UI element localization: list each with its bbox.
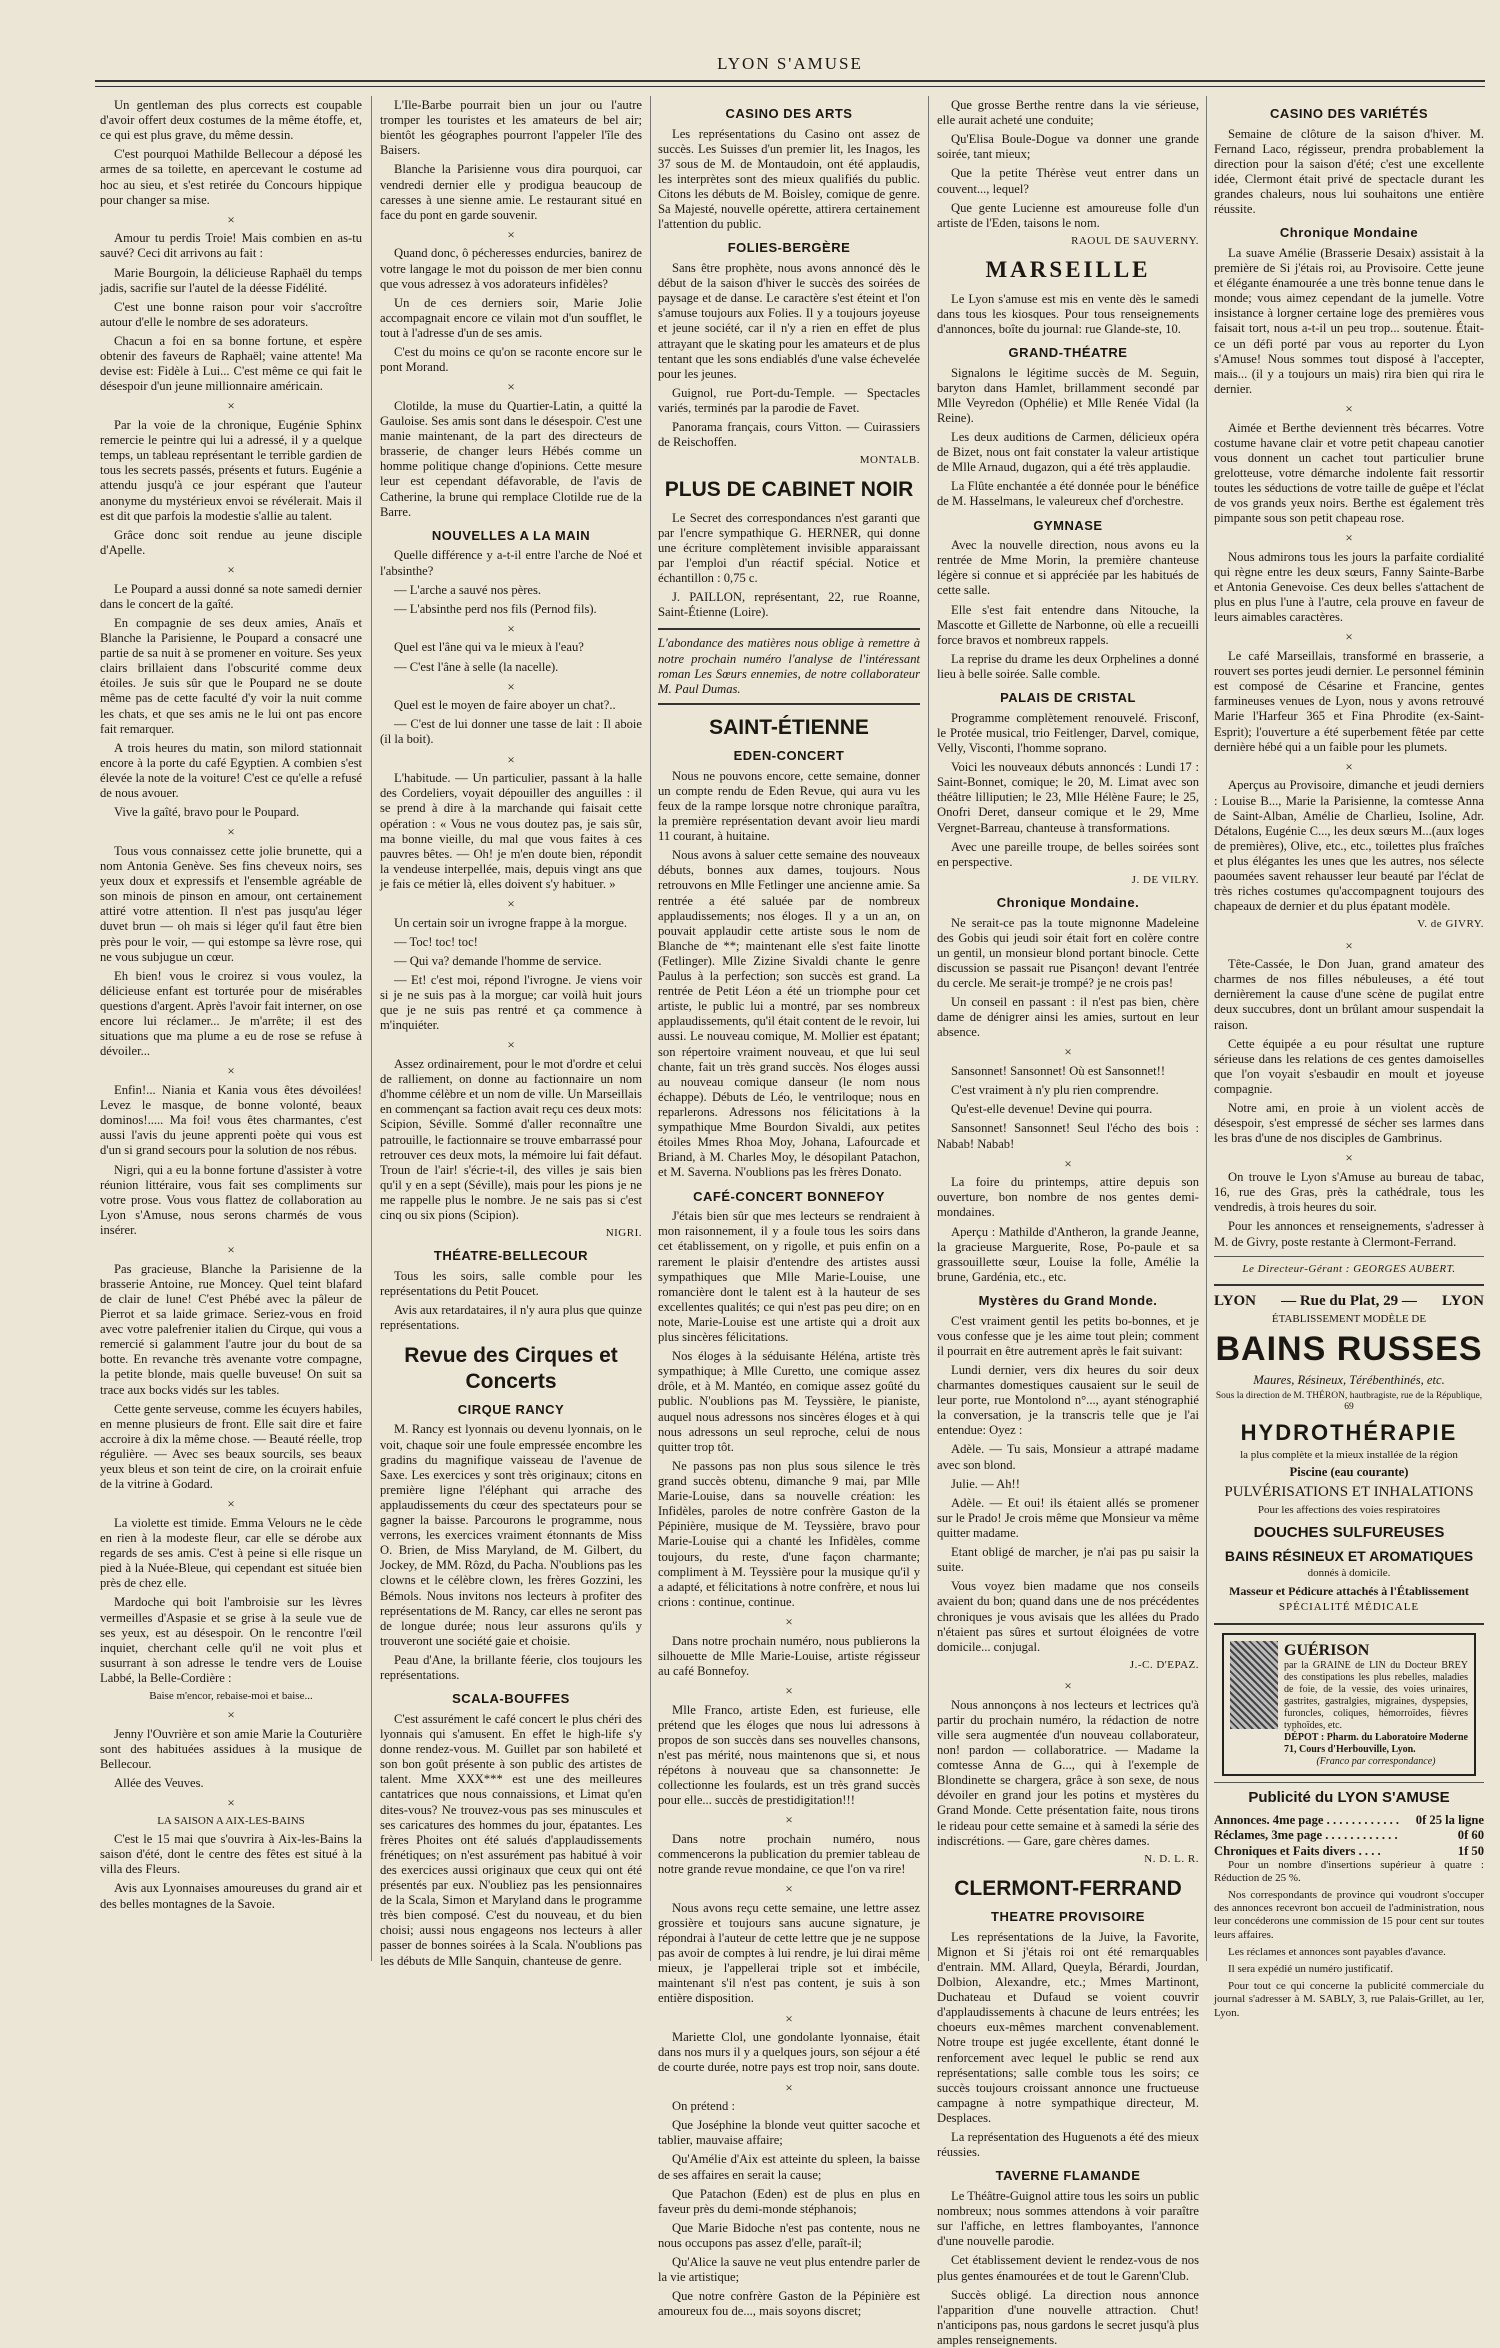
- paragraph: Etant obligé de marcher, je n'ai pas pu saisir la suite.: [937, 1545, 1199, 1575]
- paragraph: Panorama français, cours Vitton. — Cuirassiers de Reischoffen.: [658, 420, 920, 450]
- ad-domicile: donnés à domicile.: [1307, 1567, 1391, 1580]
- paragraph: Qu'Alice la sauve ne veut plus entendre parler de la vie artistique;: [658, 2255, 920, 2285]
- paragraph: Qu'Elisa Boule-Dogue va donner une grande soirée, tant mieux;: [937, 132, 1199, 162]
- paragraph: Grâce donc soit rendue au jeune disciple d'Apelle.: [100, 527, 362, 557]
- paragraph: Signalons le légitime succès de M. Seguin, baryton dans Hamlet, brillamment secondé par Mlle Veyredon (Ophélie) et Mlle Renée Vidal (la Reine).: [937, 365, 1199, 425]
- separator-mark: ×: [227, 824, 235, 840]
- paragraph: Mariette Clol, une gondolante lyonnaise, était dans nos murs il y a quelques jours, son séjour a été de courte durée, notre pays est trop noir, sans doute.: [658, 2030, 920, 2075]
- paragraph: La foire du printemps, attire depuis son ouverture, bon nombre de nos gentes demi-mondaines.: [937, 1175, 1199, 1220]
- separator-mark: ×: [507, 379, 515, 395]
- masthead-rule: [95, 80, 1485, 82]
- paragraph: La reprise du drame les deux Orphelines a donné lieu à belle soirée. Salle comble.: [937, 651, 1199, 682]
- paragraph: On prétend :: [672, 2099, 735, 2114]
- separator-mark: ×: [785, 1812, 793, 1828]
- section-heading: THEATRE PROVISOIRE: [991, 1909, 1145, 1925]
- ad-guerison: [1222, 1633, 1476, 1776]
- paragraph: Enfin!... Niania et Kania vous êtes dévoilées! Levez le masque, de bonne volonté, beaux dominos!..... Ma foi! vous êtes charmantes, c'est aussi l'avis du jeune apprenti poète qui vous est d'un si grand secours pour la solution de nos rébus.: [100, 1082, 362, 1158]
- signature: MONTALB.: [859, 454, 920, 467]
- paragraph: Le Secret des correspondances n'est garanti que par l'encre sympathique G. HERNER, qui donne une écriture complètement invisible apparaissant par l'emploi d'un réactif spécial. Notice et échantillon : 0,75 c.: [658, 510, 920, 586]
- column-divider: [1206, 96, 1207, 1961]
- ad-address: [1214, 1292, 1484, 1310]
- paragraph: Peau d'Ane, la brillante féerie, clos toujours les représentations.: [380, 1653, 642, 1683]
- paragraph: Eh bien! vous le croirez si vous voulez, la délicieuse enfant est torturée pour de misérables questions d'argent. Après l'avoir fait interner, on ose encore lui réclamer... Je m'arrête; il est des situations que ma plume a eu de rose se refuse à dévoiler...: [100, 968, 362, 1059]
- separator-mark: ×: [1345, 629, 1353, 645]
- paragraph: Pas gracieuse, Blanche la Parisienne de la brasserie Antoine, rue Moncey. Quel teint blafard de clair de lune! C'est Phébé avec la pâleur de Pierrot et sa laide grimace. Seriez-vous en froid avec votre palefrenier italien du Cirque, qui vous a remercié si galamment l'autre jour du bout de sa botte. En revanche très avenante votre compagne, la petite blonde, mais quelle buveuse! On suit sa trace aux bocks vidés sur les tables.: [100, 1261, 362, 1397]
- directeur-gerant: Le Directeur-Gérant : GEORGES AUBERT.: [1242, 1262, 1456, 1275]
- paragraph: La représentation des Huguenots a été des mieux réussies.: [937, 2130, 1199, 2160]
- column-3: [658, 98, 920, 2319]
- paragraph: Que Patachon (Eden) est de plus en plus en faveur près du demi-monde stéphanois;: [658, 2186, 920, 2216]
- paragraph: Jenny l'Ouvrière et son amie Marie la Couturière sont des habituées assidues à la musique de Bellecour.: [100, 1726, 362, 1772]
- paragraph: Quelle différence y a-t-il entre l'arche de Noé et l'absinthe?: [380, 548, 642, 578]
- ad-specialite: SPÉCIALITÉ MÉDICALE: [1278, 1600, 1420, 1613]
- paragraph: Julie. — Ah!!: [951, 1476, 1020, 1491]
- paragraph: C'est du moins ce qu'on se raconte encore sur le pont Morand.: [380, 345, 642, 375]
- separator-mark: ×: [227, 1707, 235, 1723]
- separator-mark: ×: [1345, 758, 1353, 774]
- separator-mark: ×: [1345, 400, 1353, 416]
- centered-line: Baise m'encor, rebaise-moi et baise...: [149, 1690, 313, 1703]
- paragraph: J. PAILLON, représentant, 22, rue Roanne, Saint-Étienne (Loire).: [658, 590, 920, 620]
- separator-mark: ×: [507, 1037, 515, 1053]
- separator-mark: ×: [507, 751, 515, 767]
- guerison-text: par la GRAINE de LIN du Docteur BREY des constipations les plus rebelles, maladies de foie, de la vessie, des voies urinaires, gastrites, gastralgies, migraines, dyspepsies, furoncles, coliques, hémorroïdes, fièvres typhoïdes, etc.: [1284, 1660, 1468, 1732]
- paragraph: Avec une pareille troupe, de belles soirées sont en perspective.: [937, 839, 1199, 869]
- paragraph: Mlle Franco, artiste Eden, est furieuse, elle prétend que les éloges que nous lui adressons à propos de son succès dans ses nouvelles chansons, n'est pas mérité, nous maintenons que si, et nous répétons à nouveau que sa chansonnette: Je collectionne les foulards, est un très grand succès pour elle... succès de prestidigitation!!!: [658, 1702, 920, 1808]
- city-title: MARSEILLE: [985, 257, 1151, 283]
- paragraph: Avec la nouvelle direction, nous avons eu la rentrée de Mme Morin, la première chanteuse légère si connue et si appréciée par les habitués de cette salle.: [937, 538, 1199, 598]
- ad-title: BAINS RUSSES: [1215, 1329, 1483, 1368]
- signature: RAOUL DE SAUVERNY.: [1071, 234, 1199, 247]
- paragraph: Nigri, qui a eu la bonne fortune d'assister à votre réunion littéraire, vous fait ses compliments sur votre prose. Vous vous flattez de collaboration au Lyon s'Amuse, nous serons charmés de vous insérer.: [100, 1162, 362, 1237]
- section-title: PLUS DE CABINET NOIR: [664, 478, 914, 502]
- paragraph: Le Lyon s'amuse est mis en vente dès le samedi dans tous les kiosques. Pour tous renseignements d'annonces, boîte du journal: rue Glande-ste, 10.: [937, 291, 1199, 336]
- signature: J. DE VILRY.: [1131, 873, 1199, 886]
- section-title: Revue des Cirques et Concerts: [404, 1344, 618, 1393]
- paragraph: Par la voie de la chronique, Eugénie Sphinx remercie le peintre qui lui a adressé, il y a quelque temps, un tableau représentant le terrible gardien de tous les secrets passés, présents et futurs. Eugénie a attendu jusqu'à ce jour espérant que l'auteur anonyme du mystérieux envoi se révélerait. Mais il est dit que parfois la modestie s'allie au talent.: [100, 418, 362, 523]
- column-5-articles: [1214, 106, 1484, 1250]
- paragraph: Qu'Amélie d'Aix est atteinte du spleen, la baisse de ses affaires en serait la cause;: [658, 2152, 920, 2182]
- signature: NIGRI.: [605, 1227, 642, 1240]
- paragraph: Sansonnet! Sansonnet! Seul l'écho des bois : Nabab! Nabab!: [937, 1121, 1199, 1151]
- paragraph: Le Poupard a aussi donné sa note samedi dernier dans le concert de la gaîté.: [100, 581, 362, 611]
- section-title: SAINT-ÉTIENNE: [709, 715, 869, 739]
- separator-mark: ×: [227, 562, 235, 578]
- paragraph: Chacun a foi en sa bonne fortune, et espère obtenir des faveurs de Raphaël; vaine attente! Ma devise est: Fidèle à Lui... C'est même ce qui fait le désespoir d'un jeune millionnaire américain.: [100, 334, 362, 394]
- paragraph: Nous avons à saluer cette semaine des nouveaux débuts, bonnes aux dames, toujours. Nous retrouvons en Mlle Fetlinger une ancienne amie. Sa rentrée a été saluée par de nombreux applaudissements; nos éloges. Il y a un an, on pouvait applaudir cette artiste sous le nom de Blanche de **; maintenant elle s'est faite linotte (Fetlinger). Mlle Zizine Sivaldi chante le genre Paulus à la perfection; son succès est grand. La rentrée de Petit Léon a été un triomphe pour cet artiste, le public lui a montré, par ses nombreux applaudissements, qu'il était content de le revoir, lui aussi. Le nouveau comique, M. Mollier est épatant; son répertoire vraiment nouveau, et que lui seul chante, fait un très grand succès. Nos éloges aussi au nouveau comique danseur (le nom nous échappe). Débuts de Léo, le ventriloque; nous en reparlerons. Adressons nos félicitations à la sympathique Mme Bourdon Sivaldi, aux petites étoiles Mmes Rhoa Moy, Johana, Lafourcade et Briand, à M. Charles Moy, le désopilant Patachon, et M. Saverna. N'oublions pas les frères Donato.: [658, 848, 920, 1180]
- section-heading: GYMNASE: [1033, 517, 1103, 533]
- rate-price: 1f 50: [1457, 1843, 1484, 1858]
- separator-mark: ×: [785, 1682, 793, 1698]
- paragraph: Vous voyez bien madame que nos conseils avaient du bon; quand dans une de nos précédentes chroniques je vous avisais que les allées du Prado n'étaient pas sûres et surtout éloignées de votre domicile... conjugal.: [937, 1579, 1199, 1654]
- separator-mark: ×: [1345, 530, 1353, 546]
- ad-city: LYON: [1214, 1292, 1256, 1309]
- ad-piscine: Piscine (eau courante): [1289, 1465, 1409, 1480]
- paragraph: C'est vraiment gentil les petits bo-bonnes, et je vous confesse que je les aime tout plein; comment il pourrait en être autrement après le fait suivant:: [937, 1313, 1199, 1358]
- paragraph: On trouve le Lyon s'Amuse au bureau de tabac, 16, rue des Gras, près la cathédrale, tous les vendredis, à trois heures du soir.: [1214, 1170, 1484, 1215]
- paragraph: Guignol, rue Port-du-Temple. — Spectacles variés, terminés par la parodie de Favet.: [658, 385, 920, 415]
- separator-mark: ×: [785, 2079, 793, 2095]
- section-heading: Mystères du Grand Monde.: [978, 1292, 1158, 1308]
- paragraph: M. Rancy est lyonnais ou devenu lyonnais, on le voit, chaque soir une foule empressée encombre les gradins du magnifique vaisseau de l'avenue de Saxe. Les exercices y sont très originaux; citons en première ligne l'éléphant qui arrache des applaudissements du cœur des spectateurs pour se gagner la baisse. Parcourons le programme, nous verrons, les exercices vraiment étonnants de Miss O. Brien, de Miss Maryland, de M. Gilbert, du Jockey, de MM. Rôzd, du Pacha. N'oublions pas les clowns et le célèbre clown, les frères Gozzini, les Bémols. Nous invitons nos lecteurs à profiter des représentations de M. Rancy, car elles ne seront pas de longue durée; nous leur assurons qu'ils y trouveront une société gaie et choisie.: [380, 1422, 642, 1648]
- paragraph: Un de ces derniers soir, Marie Jolie accompagnait encore ce vilain mot d'un soufflet, le tout à l'adresse d'un de ses amis.: [380, 295, 642, 341]
- publicite-rate-row: [1214, 1828, 1484, 1843]
- separator-mark: ×: [507, 226, 515, 242]
- paragraph: — L'absinthe perd nos fils (Pernod fils).: [394, 601, 597, 616]
- section-heading: SCALA-BOUFFES: [452, 1691, 570, 1707]
- paragraph: J'étais bien sûr que mes lecteurs se rendraient à mon raisonnement, il y a foule tous les soirs dans cet établissement, on y rigolle, et puis enfin on a rarement le plaisir d'entendre des artistes aussi sympathiques que Mlle Marie-Louise, une romancière dont le talent est à la hauteur de ses excellentes qualités; ce qui n'est pas peu dire; on en note, Marie-Louise est une artiste qui a droit aux plus sincères félicitations.: [658, 1209, 920, 1345]
- column-2: [380, 98, 642, 1968]
- paragraph: Que grosse Berthe rentre dans la vie sérieuse, elle aurait acheté une conduite;: [937, 98, 1199, 128]
- paragraph: La suave Amélie (Brasserie Desaix) assistait à la première de Si j'étais roi, au Provisoire. Cette jeune et élégante énamourée a une très bonne tenue dans le monde; vous aimez cependant de la jumelle. Votre insistance à lorgner certaine loge des premières vous faisait tort, nous a-t-il un peu trop... soutenue. Était-ce un défi porté par vous au reporter du Lyon s'Amuse! Nous sommes tout disposé à l'accepter, mais... (il y a toujours un mais) rira bien qui rira le dernier.: [1214, 245, 1484, 396]
- paragraph: Clotilde, la muse du Quartier-Latin, a quitté la Gauloise. Ses amis sont dans le désespoir. C'est une manie maintenant, de la part des directeurs de brasserie, de changer leurs Hébés comme un homme politique change d'opinions. Cette mesure leur est cependant défavorable, de l'avis de Catherine, la brune qui remplace Clotilde rue de la Barre.: [380, 398, 642, 519]
- section-title: CLERMONT-FERRAND: [954, 1876, 1182, 1900]
- publicite-note: Il sera expédié un numéro justificatif.: [1228, 1962, 1393, 1975]
- paragraph: Que la petite Thérèse veut entrer dans un couvent..., lequel?: [937, 166, 1199, 196]
- column-5: [1214, 98, 1484, 2019]
- paragraph: Assez ordinairement, pour le mot d'ordre et celui de ralliement, on donne au factionnaire un nom d'homme célèbre et un nom de ville. Un Marseillais en commençant sa faction avait reçu ces deux mots: Scipion, Séville. Sommé d'aller reconnaître une patrouille, le factionnaire se trouve embarrassé pour retrouver ces deux mots, la mémoire lui fait défaut. Troun de l'air! s'écrie-t-il, des villes je sais bien qu'il y en a sept (Séville), mais pour les pions je ne me rappelle plus le nombre. Je ne sais pas si c'est cinq ou six pions (Scipion).: [380, 1057, 642, 1223]
- paragraph: Que notre confrère Gaston de la Pépinière est amoureux fou de..., mais soyons discret;: [658, 2289, 920, 2319]
- publicite-note: Les réclames et annonces sont payables d'avance.: [1228, 1945, 1446, 1958]
- signature: J.-C. D'EPAZ.: [1129, 1658, 1199, 1671]
- paragraph: Tous vous connaissez cette jolie brunette, qui a nom Antonia Genève. Ses fins cheveux noirs, ses yeux doux et expressifs et l'ensemble agréable de son minois de pinson en amour, ont certainement attiré votre attention. Il n'est pas jusqu'au léger duvet brun — oh mais si léger qu'il faut être bien près pour le voir, — qui estompe sa lèvre rose, qui ne vous subjugue un cœur.: [100, 843, 362, 964]
- section-heading: Chronique Mondaine.: [996, 895, 1140, 911]
- paragraph: Nous admirons tous les jours la parfaite cordialité qui règne entre les deux sœurs, Fanny Sainte-Barbe et Antonia Genevoise. Ces deux belles s'attachent de plus en plus l'une à l'autre, cela prouve en faveur de leurs aimables caractères.: [1214, 549, 1484, 625]
- paragraph: Les deux auditions de Carmen, délicieux opéra de Bizet, nous ont fait constater la valeur artistique de Mlle Arnaud, dugazon, qui a été très applaudie.: [937, 430, 1199, 475]
- paragraph: Quand donc, ô pécheresses endurcies, banirez de votre langage le mot du poisson de mer bien connu que vous adressez à vos adorateurs infidèles?: [380, 246, 642, 291]
- separator-mark: ×: [1064, 1678, 1072, 1694]
- separator-mark: ×: [227, 1496, 235, 1512]
- paragraph: Nos éloges à la séduisante Héléna, artiste très sympathique; à Mlle Curetto, une comique assez drôle, et à M. Mantéo, en comique assez goûté du public. N'oublions pas M. Teyssière, le pianiste, auquel nous adressons nos sincères éloges et à qui nous adressons un seul reproche, celui de nous quitter trop tôt.: [658, 1349, 920, 1454]
- ad-hydrotherapie: HYDROTHÉRAPIE: [1240, 1419, 1458, 1445]
- section-heading: TAVERNE FLAMANDE: [995, 2168, 1141, 2184]
- rate-price: 0f 25 la ligne: [1415, 1813, 1484, 1828]
- ad-direction: Sous la direction de M. THÉRON, hautbragiste, rue de la République, 69: [1215, 1390, 1483, 1413]
- paragraph: Tous les soirs, salle comble pour les représentations du Petit Poucet.: [380, 1268, 642, 1299]
- section-heading: NOUVELLES A LA MAIN: [431, 527, 591, 543]
- rate-label: Réclames, 3me page . . . . . . . . . . . .: [1214, 1828, 1398, 1843]
- paragraph: — Et! c'est moi, répond l'ivrogne. Je viens voir si je ne suis pas à la morgue; car voilà huit jours que je ne suis pas rentré et ça commence à m'inquiéter.: [380, 972, 642, 1033]
- column-1: [100, 98, 362, 1958]
- paragraph: Cet établissement devient le rendez-vous de nos plus gentes énamourées et de tout le Garenn'Club.: [937, 2253, 1199, 2283]
- paragraph: Adèle. — Et oui! ils étaient allés se promener sur le Prado! Je crois même que Monsieur va même quitter madame.: [937, 1495, 1199, 1540]
- guerison-title: GUÉRISON: [1284, 1642, 1370, 1660]
- paragraph: Blanche la Parisienne vous dira pourquoi, car vendredi dernier elle y prodigua beaucoup de caresses à une sienne amie. Le restaurant situé en face du pont en garde souvenir.: [380, 162, 642, 222]
- ad-items: Maures, Résineux, Térébenthinés, etc.: [1253, 1372, 1445, 1387]
- paragraph: Que Marie Bidoche n'est pas contente, nous ne nous occupons pas assez d'elle, paraît-il;: [658, 2220, 920, 2250]
- section-heading: GRAND-THÉATRE: [1008, 344, 1128, 360]
- separator-mark: ×: [227, 211, 235, 227]
- paragraph: Ne passons pas non plus sous silence le très grand succès obtenu, dimanche 9 mai, par Mlle Marie-Louise, dans sa nouvelle création: les Infidèles, paroles de notre confrère Gaston de la Pépinière, musique de M. Teyssière, bravo pour Marie-Louise qui a chanté les Infidèles, comme toujours, du reste, d'une façon charmante; compliment à M. Teyssière pour la musique qu'il y a adapté, et félicitations à notre confrère, et nous lui crions : continue, continue.: [658, 1458, 920, 1609]
- section-heading: EDEN-CONCERT: [733, 748, 845, 764]
- paragraph: Sans être prophète, nous avons annoncé dès le début de la saison d'hiver le succès des soirées de paysage et de danse. Le caractère s'est éteint et l'on s'amuse toujours aux Folies. Il y a toujours joyeuse et jeune société, car il n'y a rien en effet de plus attrayant que le skating pour les amateurs et de plus tentant que les sons endiablés d'une valse échevelée pour les jeunes.: [658, 260, 920, 381]
- paragraph: L'Ile-Barbe pourrait bien un jour ou l'autre tromper les touristes et les amateurs de bel air; bientôt les géographes pourront l'appeler l'île des Baisers.: [380, 98, 642, 158]
- ad-city-right: LYON: [1442, 1292, 1484, 1309]
- paragraph: Succès obligé. La direction nous annonce l'apparition d'une nouvelle attraction. Chut! n'anticipons pas, nous gardons le secret jusqu'à plus amples renseignements.: [937, 2287, 1199, 2347]
- paragraph: Tête-Cassée, le Don Juan, grand amateur des charmes de nos filles nébuleuses, a été tout dernièrement la cause d'une scène de pugilat entre deux succubres, dont un brûlant amour suspendait la raison.: [1214, 957, 1484, 1032]
- paragraph: Amour tu perdis Troie! Mais combien en as-tu sauvé? Ceci dit arrivons au fait :: [100, 231, 362, 261]
- paragraph: Cette gente serveuse, comme les écuyers habiles, en menne plusieurs de front. Elle sait dire et faire accroire à dix la même chose. — Beauté réelle, trop régulière. — Avec ses beaux sourcils, ses beaux yeux bleus et son teint de cire, on la croirait enfuie de la vitrine à Godard.: [100, 1401, 362, 1492]
- paragraph: En compagnie de ses deux amies, Anaïs et Blanche la Parisienne, le Poupard a consacré une partie de sa nuit à se promener en voiture. Ses yeux clairs brillaient dans l'obscurité comme deux étoiles. Je suis sûr que le Poupard ne se doute même pas de cette faculté d'y voir la nuit comme les chats, et que ses amis ne le lui ont pas encore fait remarquer.: [100, 615, 362, 736]
- paragraph: Un certain soir un ivrogne frappe à la morgue.: [394, 915, 628, 930]
- centered-line: LA SAISON A AIX-LES-BAINS: [157, 1814, 305, 1827]
- paragraph: La Flûte enchantée a été donnée pour le bénéfice de M. Hasselmans, le valeureux chef d'orchestre.: [937, 479, 1199, 509]
- paragraph: Mardoche qui boit l'ambroisie sur les lèvres vermeilles d'Aspasie et se grise à la seule vue de ses yeux, est au désespoir. On le rencontre l'œil inquiet, cherchant celle qu'il ne voit plus et susurrant à son adresse le tendre vers de Louise Labbé, la Belle-Cordière :: [100, 1595, 362, 1685]
- paragraph: Sansonnet! Sansonnet! Où est Sansonnet!!: [951, 1064, 1166, 1079]
- publicite-note: Pour tout ce qui concerne la publicité commerciale du journal s'adresser à M. SABLY, 3, rue Palais-Grillet, au 1er, Lyon.: [1214, 1980, 1484, 2019]
- paragraph: Avis aux retardataires, il n'y aura plus que quinze représentations.: [380, 1303, 642, 1333]
- ad-street: — Rue du Plat, 29 —: [1281, 1292, 1417, 1309]
- separator-mark: ×: [227, 398, 235, 414]
- separator-mark: ×: [1345, 1150, 1353, 1166]
- paragraph: Que Joséphine la blonde veut quitter sacoche et tablier, mauvaise affaire;: [658, 2118, 920, 2148]
- section-heading: CAFÉ-CONCERT BONNEFOY: [693, 1188, 885, 1204]
- masthead: LYON S'AMUSE: [717, 54, 863, 73]
- separator-mark: ×: [785, 2010, 793, 2026]
- paragraph: Le Théâtre-Guignol attire tous les soirs un public nombreux; nous sommes attendons à voir paraître sur l'affiche, en lettres flamboyantes, l'annonce d'une nouvelle parodie.: [937, 2188, 1199, 2249]
- paragraph: Ne serait-ce pas la toute mignonne Madeleine des Gobis qui jeudi soir était fort en colère contre un gentil, un monsieur blond portant binocle. Cette discussion se passait rue Pisançon! devant l'entrée du cercle. Me serait-je trompé? je ne crois pas!: [937, 915, 1199, 991]
- signature: N. D. L. R.: [1144, 1852, 1199, 1865]
- separator-mark: ×: [507, 620, 515, 636]
- paragraph: C'est pourquoi Mathilde Bellecour a déposé les armes de sa toilette, en apercevant le costume ad hoc au sieu, et s'est retirée du Concours hippique pour changer sa mise.: [100, 147, 362, 207]
- ad-resineux: BAINS RÉSINEUX ET AROMATIQUES: [1224, 1547, 1474, 1564]
- paragraph: Que gente Lucienne est amoureuse folle d'un artiste de l'Eden, taisons le nom.: [937, 200, 1199, 230]
- ad-subtitle: ÉTABLISSEMENT MODÈLE DE: [1271, 1312, 1427, 1325]
- separator-mark: ×: [227, 1795, 235, 1811]
- paragraph: Lundi dernier, vers dix heures du soir deux charmantes domestiques causaient sur le seuil de leur porte, rue Montolond n°..., ayant sténographié la conversation, je la transcris telle que je l'ai entendue: Oyez :: [937, 1362, 1199, 1438]
- paragraph: — Qui va? demande l'homme de service.: [394, 953, 602, 968]
- paragraph: C'est assurément le café concert le plus chéri des lyonnais qui s'amusent. En effet le high-life s'y donne rendez-vous. M. Guillet par son habileté et son bon goût présente à son public des artistes de talent. Mme XXX*** est une des meilleures cantatrices que nous connaissions, et Limat qu'en dites-vous? Ne trouvez-vous pas ses minuscules et ses caricatures des hommes du jour, épatantes. Les frères Phoites ont été salués d'applaudissements frénétiques; on n'est assurément pas habitué à voir des exercices aussi originaux que ceux qui ont été présentés par eux. N'oubliez pas les pensionnaires de la Scala, Simon et Maryland dans le programme très bien composé. C'est du nouveau, et du bien choisi; aussi nous engageons nos lecteurs à aller passer de bonnes soirées à la Scala. N'oublions pas les débuts de Mlle Sanquin, chanteuse de genre.: [380, 1711, 642, 1968]
- column-divider: [650, 96, 651, 1961]
- paragraph: Avis aux Lyonnaises amoureuses du grand air et des belles montagnes de la Savoie.: [100, 1881, 362, 1911]
- separator-mark: ×: [1345, 937, 1353, 953]
- paragraph: Elle s'est fait entendre dans Nitouche, la Mascotte et Gillette de Narbonne, où elle a recueilli force bravos et nombreux rappels.: [937, 602, 1199, 647]
- paragraph: Un gentleman des plus corrects est coupable d'avoir offert deux costumes de la même étoffe, et, ce qui est plus grave, du même dessin.: [100, 98, 362, 143]
- ad-bains-russes: [1214, 1284, 1484, 1625]
- publicite-notes: [1214, 1859, 1484, 2020]
- paragraph: La violette est timide. Emma Velours ne le cède en rien à la modeste fleur, car elle se dérobe aux regards de ses amis. C'est à peine si elle risque un pied à la Nuée-Bleue, qui cependant est située bien près de chez elle.: [100, 1515, 362, 1591]
- section-heading: Chronique Mondaine: [1279, 225, 1419, 241]
- column-divider: [371, 96, 372, 1961]
- paragraph: Qu'est-elle devenue! Devine qui pourra.: [951, 1102, 1153, 1117]
- paragraph: Allée des Veuves.: [114, 1776, 204, 1791]
- paragraph: — L'arche a sauvé nos pères.: [394, 582, 542, 597]
- paragraph: Nous avons reçu cette semaine, une lettre assez grossière et toujours sans aucune signature, je répondrai à l'auteur de cette lettre que je ne suppose pas avoir de comptes à lui rendre, je lui dirai même mieux, je l'appellerai triple sot et imbécile, maintenant s'il n'est pas content, je suis à son entière disposition.: [658, 1900, 920, 2006]
- separator-mark: ×: [785, 1881, 793, 1897]
- ad-masseur: Masseur et Pédicure attachés à l'Établissement: [1229, 1583, 1469, 1598]
- paragraph: A trois heures du matin, son milord stationnait encore à la porte du café Egyptien. A combien s'est élevée la note de la voiture! C'est ce qu'elle a refusé de nous avouer.: [100, 740, 362, 801]
- paragraph: Adèle. — Tu sais, Monsieur a attrapé madame avec son blond.: [937, 1442, 1199, 1472]
- guerison-franco: (Franco par correspondance): [1316, 1756, 1436, 1768]
- paragraph: Quel est le moyen de faire aboyer un chat?..: [394, 698, 616, 713]
- paragraph: C'est vraiment à n'y plu rien comprendre.: [951, 1083, 1159, 1098]
- section-heading: THÉATRE-BELLECOUR: [433, 1248, 589, 1264]
- section-heading: CASINO DES VARIÉTÉS: [1269, 106, 1429, 121]
- paragraph: Cette équipée a eu pour résultat une rupture sérieuse dans les relations de ces gentes damoiselles que l'on voyait s'esbaudir en moult et joyeuse compagnie.: [1214, 1036, 1484, 1097]
- publicite-title: Publicité du LYON S'AMUSE: [1248, 1789, 1450, 1807]
- paragraph: Nous annonçons à nos lecteurs et lectrices qu'à partir du prochain numéro, la rédaction de notre ville sera augmentée d'un nouveau collaborateur, non! pardon — collaboratrice. — Madame la comtesse Anna de G..., qui à l'exemple de Blondinette se chargera, grâce à son sexe, de nous dévoiler en grand jour les potins et mystères du Grand Monde. Cette présentation faite, nous tirons le rideau pour cette semaine et à samedi la série des indiscrétions. — Gare, gare chères dames.: [937, 1697, 1199, 1848]
- ad-pulv-sub: Pour les affections des voies respiratoires: [1257, 1504, 1441, 1517]
- publicite-note: Pour un nombre d'insertions supérieur à quatre : Réduction de 25 %.: [1214, 1858, 1484, 1884]
- paragraph: Pour les annonces et renseignements, s'adresser à M. de Givry, poste restante à Clermont-Ferrand.: [1214, 1219, 1484, 1249]
- publicite-rates: [1214, 1813, 1484, 1858]
- paragraph: — C'est de lui donner une tasse de lait : Il aboie (il la boit).: [380, 717, 642, 747]
- section-heading: FOLIES-BERGÈRE: [727, 240, 851, 256]
- paragraph: L'habitude. — Un particulier, passant à la halle des Cordeliers, voyait dépouiller des anguilles : il se prend à dire à la marchande qui faisait cette opération : « Vous ne vous doutez pas, je sais sûr, ma bonne vieille, du mal que vous faites à ces pauvres bêtes. — Oh! je m'en doute bien, répondit la vendeuse interpellée, mais, depuis vingt ans que je fais ce métier là, elles doivent s'y habituer. »: [380, 771, 642, 891]
- publicite-note: Nos correspondants de province qui voudront s'occuper des annonces recevront bon accueil de l'administration, nous leur concéderons une commission de 15 pour cent sur toutes leurs affaires.: [1214, 1889, 1484, 1941]
- separator-mark: ×: [507, 896, 515, 912]
- guerison-depot: DÉPOT : Pharm. du Laboratoire Moderne 71, Cours d'Herbouville, Lyon.: [1284, 1732, 1468, 1756]
- rate-label: Chroniques et Faits divers . . . .: [1214, 1843, 1381, 1858]
- paragraph: Aperçu : Mathilde d'Antheron, la grande Jeanne, la gracieuse Marguerite, Rose, Po-paule et sa grassouillette sœur, Louise la folle, Amélie la brune, Gardénia, etc., etc.: [937, 1224, 1199, 1284]
- paragraph: Le café Marseillais, transformé en brasserie, a rouvert ses portes jeudi dernier. Le personnel féminin est composé de Césarine et Francine, gentes farmineuses venues de Lyon, nous y avons retrouvé Marie l'Harfeur 365 et Fina Phrodite (ex-Saint-Esprit); l'ouverture a été superbement fêtée par cette dernière hébé qui a un faible pour les plumets.: [1214, 649, 1484, 754]
- paragraph: Notre ami, en proie à un violent accès de désespoir, s'est empressé de sécher ses larmes dans les bras d'une de nos disciples de Gambrinus.: [1214, 1101, 1484, 1146]
- ad-douches: DOUCHES SULFUREUSES: [1253, 1523, 1445, 1541]
- paragraph: Aperçus au Provisoire, dimanche et jeudi derniers : Louise B..., Marie la Parisienne, la comtesse Anna de Saint-Alban, Amélie de Charlieu, Isoline, Adr. Détalons, Eugénie C..., les deux sœurs M...(aux loges de premières), Olive, etc., etc., toilettes plus fraîches et plus élégantes les unes que les autres, nos sélecte paoumées savent rehausser leur beauté par l'éclat de très riches costumes qu'accompagnent toujours des chapeaux de dernier et du plus épatant modèle.: [1214, 778, 1484, 914]
- masthead-rule-thin: [95, 86, 1485, 87]
- paragraph: Dans notre prochain numéro, nous commencerons la publication du premier tableau de notre grande revue mondaine, ce que l'on va rire!: [658, 1831, 920, 1877]
- paragraph: Les représentations du Casino ont assez de succès. Les Suisses d'un premier lit, les Inagos, les 37 sous de M. de Montaudoin, ont été applaudis, les interprètes sont des mieux qualifiés du public. Citons les débuts de M. Boisley, comique de genre. Sa Majesté, nouvelle opérette, attirera certainement l'attention du public.: [658, 126, 920, 232]
- rate-label: Annonces. 4me page . . . . . . . . . . . .: [1214, 1813, 1400, 1828]
- signature: V. de GIVRY.: [1417, 918, 1484, 931]
- publicite-rate-row: [1214, 1844, 1484, 1859]
- rate-price: 0f 60: [1457, 1828, 1484, 1843]
- separator-mark: ×: [227, 1242, 235, 1258]
- paragraph: Voici les nouveaux débuts annoncés : Lundi 17 : Saint-Bonnet, comique; le 20, M. Limat avec son théâtre lilliputien; le 23, Mlle Hélène Faure; le 25, Onofri Deret, danseur comique et le 29, Mme Vergnet-Barreau, chanteuse à transformations.: [937, 760, 1199, 835]
- column-divider: [928, 96, 929, 1961]
- paragraph: Nous ne pouvons encore, cette semaine, donner un compte rendu de Eden Revue, qui aura vu les feux de la rampe lorsque notre chronique paraîtra, la première représentation devant avoir lieu mardi 11 courant, à huitaine.: [658, 768, 920, 844]
- notice-box: L'abondance des matières nous oblige à remettre à notre prochain numéro l'analyse de l'intéressant roman Les Sœurs ennemies, de notre collaborateur M. Paul Dumas.: [658, 628, 920, 704]
- section-heading: CASINO DES ARTS: [725, 106, 853, 121]
- paragraph: Les représentations de la Juive, la Favorite, Mignon et Si j'étais roi ont été remarquables d'entrain. MM. Allard, Queyla, Bérardi, Jourdan, Dolbion, Alexandre, etc.; Mmes Martinont, Duchateau et Dufaud se voient couvrir d'applaudissements à chacune de leurs entrées; les choeurs eux-mêmes marchent convenablement. Notre troupe est jugée excellente, étant donné le renforcement avec lequel le public se rend aux représentations; salle comble tous les soirs; ce succès toujours croissant annonce une fructueuse campagne à notre sympathique directeur, M. Desplaces.: [937, 1929, 1199, 2126]
- engraving-icon: [1230, 1641, 1278, 1729]
- separator-mark: ×: [785, 1614, 793, 1630]
- section-heading: CIRQUE RANCY: [457, 1401, 565, 1417]
- paragraph: Aimée et Berthe deviennent très bécarres. Votre costume havane clair et votre petit chapeau canotier vous donnent un cachet tout particulier brune grelotteuse, votre démarche indolente fait ressortir toutes les séductions de votre taille de guêpe et l'éclat de vos grands yeux noirs. Berthe est également très pimpante sous son petit chapeau rose.: [1214, 420, 1484, 526]
- ad-pulverisations: PULVÉRISATIONS ET INHALATIONS: [1224, 1484, 1474, 1501]
- paragraph: Un conseil en passant : il n'est pas bien, chère dame de dénigrer ainsi les amies, surtout en leur absence.: [937, 995, 1199, 1040]
- paragraph: Programme complètement renouvelé. Frisconf, le Protée musical, trio Feitlenger, Darvel, comique, Velly, Visconti, l'homme soprano.: [937, 710, 1199, 755]
- separator-mark: ×: [1064, 1044, 1072, 1060]
- paragraph: C'est une bonne raison pour voir s'accroître autour d'elle le nombre de ses adorateurs.: [100, 299, 362, 329]
- paragraph: Marie Bourgoin, la délicieuse Raphaël du temps jadis, sacrifie sur l'autel de la déesse Fidélité.: [100, 265, 362, 295]
- paragraph: Vive la gaîté, bravo pour le Poupard.: [114, 805, 300, 820]
- paragraph: C'est le 15 mai que s'ouvrira à Aix-les-Bains la saison d'été, dont le centre des fêtes est situé à la villa des Fleurs.: [100, 1832, 362, 1877]
- paragraph: — Toc! toc! toc!: [394, 934, 478, 949]
- paragraph: Dans notre prochain numéro, nous publierons la silhouette de Mlle Marie-Louise, artiste régisseur au café Bonnefoy.: [658, 1633, 920, 1678]
- separator-mark: ×: [227, 1063, 235, 1079]
- paragraph: Quel est l'âne qui va le mieux à l'eau?: [394, 640, 584, 655]
- publicite-rate-row: [1214, 1813, 1484, 1828]
- section-heading: PALAIS DE CRISTAL: [1000, 690, 1136, 706]
- separator-mark: ×: [1064, 1155, 1072, 1171]
- ad-hydro-sub: la plus complète et la mieux installée de la région: [1240, 1449, 1458, 1462]
- column-4: [937, 98, 1199, 2347]
- separator-mark: ×: [507, 678, 515, 694]
- paragraph: — C'est l'âne à selle (la nacelle).: [394, 659, 559, 674]
- paragraph: Semaine de clôture de la saison d'hiver. M. Fernand Laco, régisseur, prendra probablement la direction pour la saison d'été; c'est une excellente idée, Clermont était privé de spectacle durant les grandes chaleurs, nous lui souhaitons une entière réussite.: [1214, 126, 1484, 217]
